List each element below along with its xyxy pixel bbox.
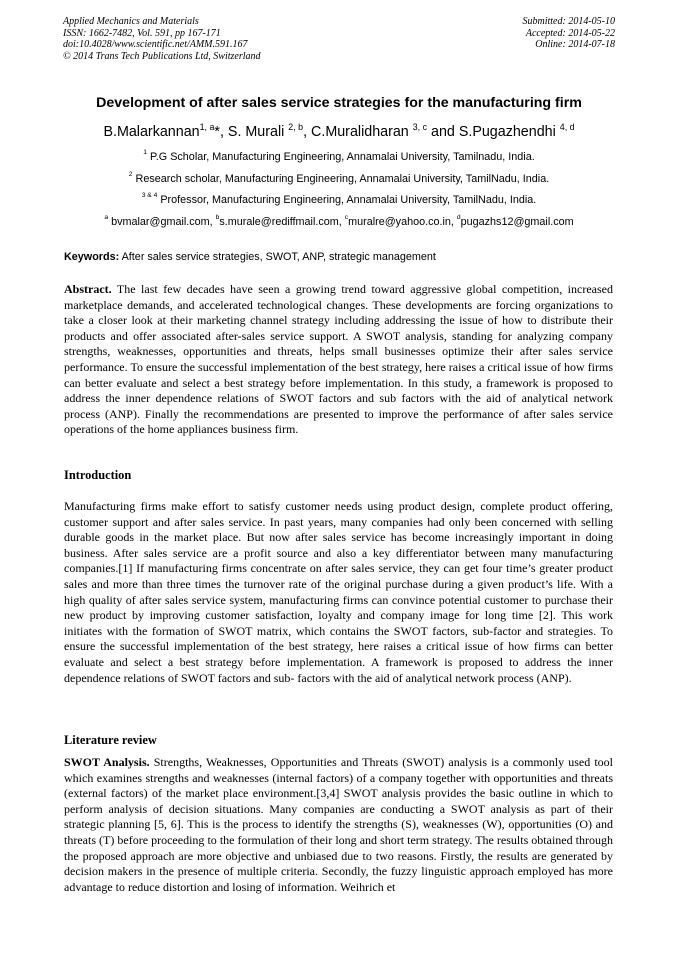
online-date: Online: 2014-07-18 xyxy=(535,39,615,50)
submitted-date: Submitted: 2014-05-10 xyxy=(522,16,615,27)
affiliation-text: P.G Scholar, Manufacturing Engineering, Annamalai University, Tamilnadu, India. xyxy=(147,151,535,163)
email-address[interactable]: s.murale@rediffmail.com, xyxy=(219,216,345,228)
author-affil-sup: 3, c xyxy=(412,122,428,132)
journal-issn: ISSN: 1662-7482, Vol. 591, pp 167-171 xyxy=(63,27,221,39)
author-name: , C.Muralidharan xyxy=(303,124,413,140)
author-affil-sup: 4, d xyxy=(559,122,575,132)
email-address[interactable]: bvmalar@gmail.com, xyxy=(108,216,216,228)
author-name: and S.Pugazhendhi xyxy=(427,124,560,140)
affiliation-text: Professor, Manufacturing Engineering, Annamalai University, TamilNadu, India. xyxy=(157,194,537,206)
abstract xyxy=(64,282,613,438)
corresponding-mark: * xyxy=(214,124,220,140)
journal-header xyxy=(63,16,261,62)
abstract-text: The last few decades have seen a growing trend toward aggressive global competition, increased marketplace demands, and accelerated technological changes. These developments are forcing organizations to take a closer look at their marketing channel strategy including addressing the issue of how to distribute their products and offer associated after-sales service support. A SWOT analysis, standing for analyzing company strengths, weaknesses, opportunities and threats, helps small businesses optimize their after sales service performance. To ensure the successful implementation of the best strategy, here raises a critical issue of how firms can better evaluate and select a best strategy before implementation. In this study, a framework is proposed to address the inner dependence relations of SWOT factors and sub factors with the aid of analytical network process (ANP). Finally the recommendations are presented to improve the performance of after sales service operations of the home appliances business firm. xyxy=(64,282,613,437)
submission-dates xyxy=(523,16,616,51)
email-sup: b xyxy=(215,214,220,221)
affiliation-2 xyxy=(40,173,638,185)
keywords xyxy=(64,251,614,263)
affiliation-text: Research scholar, Manufacturing Engineering, Annamalai University, TamilNadu, India. xyxy=(132,173,550,185)
section-heading-literature-review: Literature review xyxy=(64,733,157,747)
author-emails xyxy=(40,216,638,228)
affiliation-sup: 3 & 4 xyxy=(141,192,158,199)
email-sup: c xyxy=(344,214,349,221)
author-list xyxy=(40,124,638,140)
swot-text: Strengths, Weaknesses, Opportunities and Threats (SWOT) analysis is a commonly used tool which examines strengths and weaknesses (internal factors) of a company together with opportunities and threats (external factors) of the market place environment.[3,4] SWOT analysis provides the basic outline in which to perform analysis of decision situations. Many companies are conducting a SWOT analysis as part of their strategic planning [5, 6]. This is the process to identify the strengths (S), weaknesses (W), opportunities (O) and threats (T) before proceeding to the formulation of their long and short term strategy. The results obtained through the proposed approach are more objective and unbiased due to two reasons. Firstly, the results are generated by decision makers in the presence of multiple criteria. Secondly, the fuzzy linguistic approach employed has more advantage to reduce distortion and losing of information. Weihrich et xyxy=(64,755,613,894)
swot-analysis-paragraph xyxy=(64,755,613,895)
paper-title: Development of after sales service strategies for the manufacturing firm xyxy=(96,95,582,111)
keywords-label: Keywords: xyxy=(64,251,120,263)
affiliation-sup: 1 xyxy=(143,149,147,156)
affiliation-3 xyxy=(40,194,638,206)
affiliation-sup: 2 xyxy=(128,171,133,178)
section-heading-introduction: Introduction xyxy=(64,468,132,482)
email-sup: d xyxy=(456,214,461,221)
journal-copyright: © 2014 Trans Tech Publications Ltd, Switzerland xyxy=(63,50,261,62)
author-name: B.Malarkannan xyxy=(103,124,200,140)
email-address[interactable]: muralre@yahoo.co.in, xyxy=(348,216,457,228)
author-affil-sup: 2, b xyxy=(288,122,304,132)
author-name: , S. Murali xyxy=(219,124,289,140)
affiliation-1 xyxy=(40,151,638,163)
keywords-text: After sales service strategies, SWOT, ANP, strategic management xyxy=(119,251,436,263)
swot-label: SWOT Analysis. xyxy=(64,755,150,769)
journal-doi: doi:10.4028/www.scientific.net/AMM.591.167 xyxy=(63,39,248,50)
accepted-date: Accepted: 2014-05-22 xyxy=(525,27,615,39)
introduction-paragraph: Manufacturing firms make effort to satisfy customer needs using product design, complete product offering, customer support and after sales service. In past years, many companies had only been concerned with selling durable goods in the market place. But now after sales service has become increasingly important in doing business. After sales service are a profit source and also a key differentiator between many manufacturing companies.[1] If manufacturing firms concentrate on after sales service, they can get four time’s greater product sales and more than three times the turnover rate of the original purchase during a given product’s life. With a high quality of after sales service system, manufacturing firms can convince potential customer to purchase their new product by improving customer satisfaction, loyalty and company image for long time [2]. This work initiates with the formation of SWOT matrix, which contains the SWOT factors, sub-factor and strategies. To ensure the successful implementation of the best strategy, here raises a critical issue of how firms can better evaluate and select a best strategy before implementation. A framework is proposed to address the inner dependence relations of SWOT factors and sub- factors with the aid of analytical network process (ANP). xyxy=(64,499,613,685)
abstract-label: Abstract. xyxy=(64,282,112,296)
journal-name: Applied Mechanics and Materials xyxy=(63,16,199,27)
author-affil-sup: 1, a xyxy=(199,122,215,132)
email-sup: a xyxy=(104,214,109,221)
email-address[interactable]: pugazhs12@gmail.com xyxy=(460,216,574,228)
